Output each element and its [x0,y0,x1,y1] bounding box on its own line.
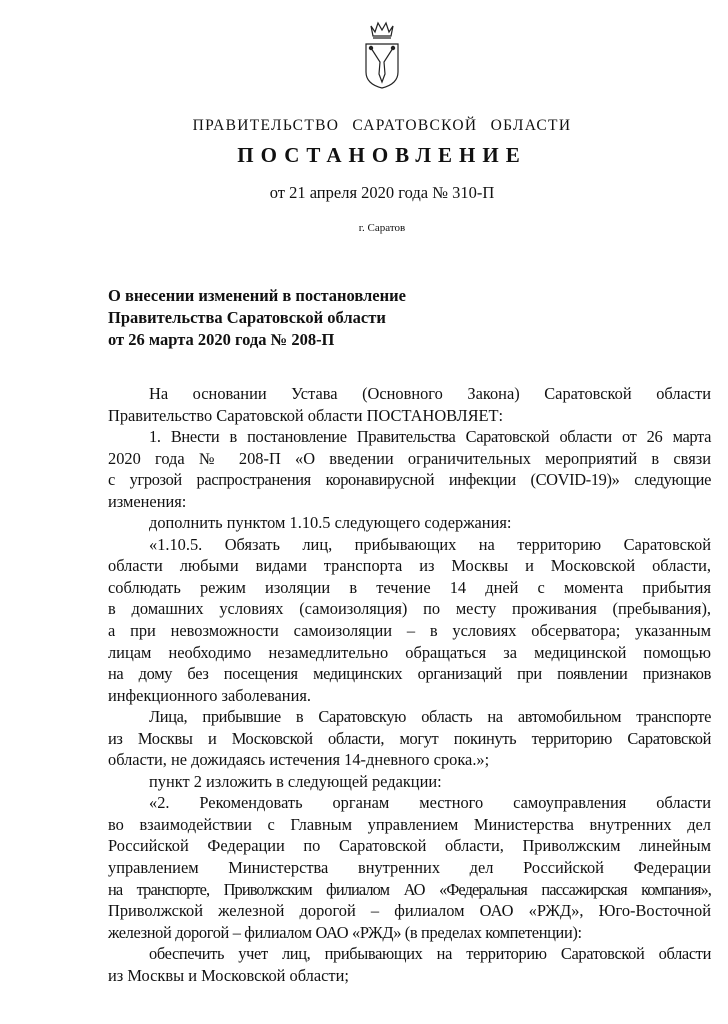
subject-line: Правительства Саратовской области [108,308,386,327]
body-line: 2020 года № 208-П «О введении ограничительных мероприятий в связи [108,448,711,468]
body-line: пункт 2 изложить в следующей редакции: [149,771,442,791]
subject-line: от 26 марта 2020 года № 208-П [108,330,335,349]
government-name: ПРАВИТЕЛЬСТВО САРАТОВСКОЙ ОБЛАСТИ [192,117,572,134]
body-line: Приволжской железной дорогой – филиалом ОАО «РЖД», Юго-Восточной [108,901,711,921]
body-line: области любыми видами транспорта из Москвы и Московской области, [108,556,711,576]
body-line: из Москвы и Московской области, могут покинуть территорию Саратовской [108,728,711,748]
body-line: инфекционного заболевания. [108,685,311,705]
body-line: с угрозой распространения коронавирусной инфекции (COVID-19)» следующие [108,470,711,490]
body-line: на дому без посещения медицинских организаций при появлении признаков [108,664,711,684]
body-line: из Москвы и Московской области; [108,965,349,985]
document-type-title: ПОСТАНОВЛЕНИЕ [237,143,527,167]
body-line: дополнить пунктом 1.10.5 следующего содержания: [149,513,512,533]
body-line: «2. Рекомендовать органам местного самоуправления области [149,793,711,813]
body-line: на транспорте, Приволжским филиалом АО «Федеральная пассажирская компания», [108,879,711,899]
body-line: изменения: [108,491,187,511]
document-subject [108,285,406,351]
body-line: лицам необходимо незамедлительно обращаться за медицинской помощью [108,642,711,662]
body-line: На основании Устава (Основного Закона) Саратовской области [149,384,711,403]
body-line: Правительство Саратовской области ПОСТАНОВЛЯЕТ: [108,405,504,425]
subject-line: О внесении изменений в постановление [108,286,406,305]
body-line: железной дорогой – филиалом ОАО «РЖД» (в пределах компетенции): [108,922,582,942]
body-line: а при невозможности самоизоляции – в условиях обсерватора; указанным [108,621,711,641]
body-line: Российской Федерации по Саратовской области, Приволжским линейным [108,836,711,856]
document-date-number: от 21 апреля 2020 года № 310-П [269,183,495,202]
body-line: Лица, прибывшие в Саратовскую область на автомобильном транспорте [149,707,711,727]
coat-of-arms-emblem [362,20,402,90]
document-body [108,383,711,986]
body-line: соблюдать режим изоляции в течение 14 дней с момента прибытия [108,577,711,597]
body-line: во взаимодействии с Главным управлением Министерства внутренних дел [108,814,711,834]
document-city: г. Саратов [358,222,406,234]
body-line: управлением Министерства внутренних дел Российской Федерации [108,858,711,878]
body-line: в домашних условиях (самоизоляция) по месту проживания (пребывания), [108,599,711,619]
body-line: обеспечить учет лиц, прибывающих на территорию Саратовской области [149,944,711,964]
body-line: «1.10.5. Обязать лиц, прибывающих на территорию Саратовской [149,534,711,554]
body-line: области, не дожидаясь истечения 14-дневного срока.»; [108,750,490,770]
body-line: 1. Внести в постановление Правительства Саратовской области от 26 марта [149,427,711,447]
